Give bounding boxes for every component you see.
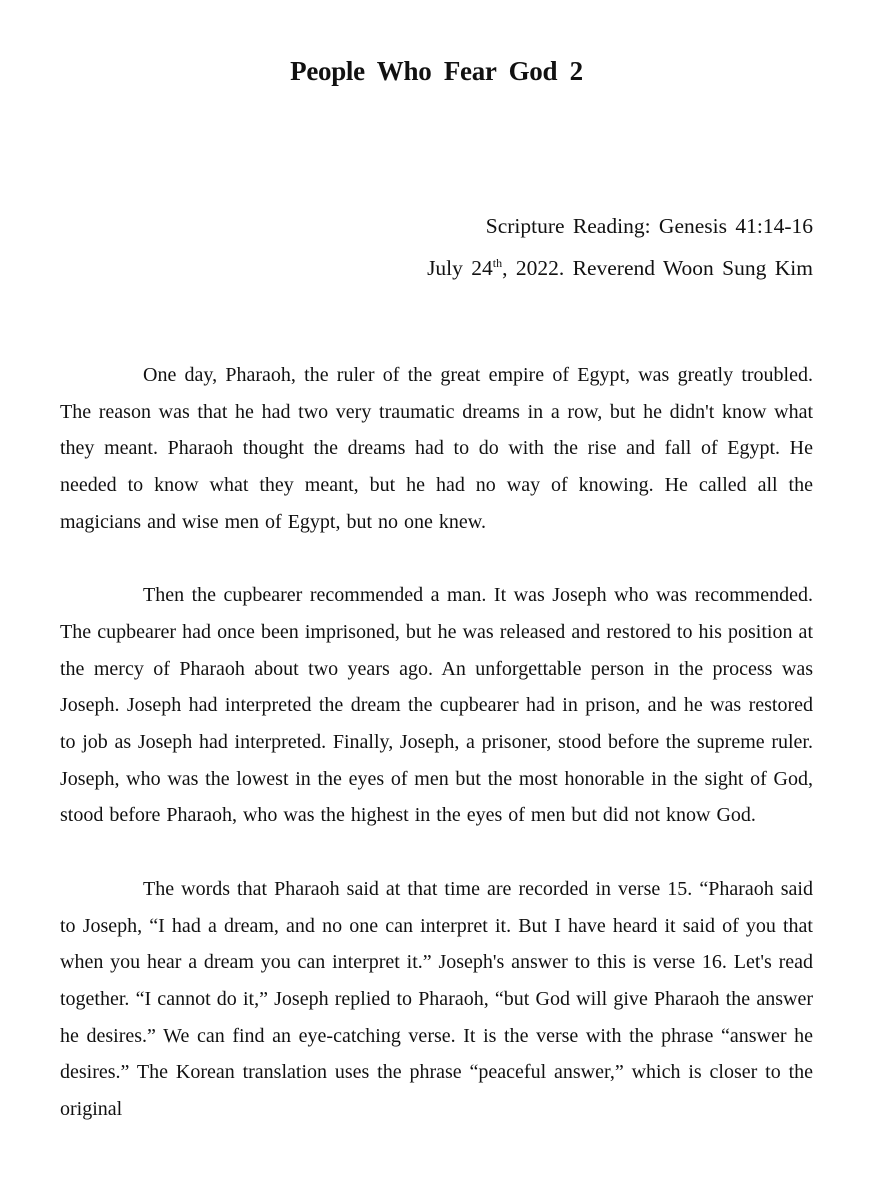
sermon-meta [427,205,813,289]
paragraph: One day, Pharaoh, the ruler of the great empire of Egypt, was greatly troubled. The reason was that he had two very traumatic dreams in a row, but he didn't know what they meant. Pharaoh thought the dreams had to do with the rise and fall of Egypt. He needed to know what they meant, but he had no way of knowing. He called all the magicians and wise men of Egypt, but no one knew. [60,364,813,533]
date-prefix: July 24 [427,256,493,280]
paragraph: The words that Pharaoh said at that time are recorded in verse 15. “Pharaoh said to Joseph, “I had a dream, and no one can interpret it. But I have heard it said of you that when you hear a dream you can interpret it.” Joseph's answer to this is verse 16. Let's read together. “I cannot do it,” Joseph replied to Pharaoh, “but God will give Pharaoh the answer he desires.” We can find an eye-catching verse. It is the verse with the phrase “answer he desires.” The Korean translation uses the phrase “peaceful answer,” which is closer to the original [60,877,813,1121]
sermon-date-line [427,247,813,289]
date-ordinal-suffix: th [492,255,503,270]
paragraph: Then the cupbearer recommended a man. It was Joseph who was recommended. The cupbearer had once been imprisoned, but he was released and restored to his position at the mercy of Pharaoh about two years ago. An unforgettable person in the process was Joseph. Joseph had interpreted the dream the cupbearer had in prison, and he was restored to job as Joseph had interpreted. Finally, Joseph, a prisoner, stood before the supreme ruler. Joseph, who was the lowest in the eyes of men but the most honorable in the sight of God, stood before Pharaoh, who was the highest in the eyes of men but did not know God. [60,584,813,827]
sermon-body [60,357,813,1164]
date-and-author: , 2022. Reverend Woon Sung Kim [502,256,813,280]
scripture-reading: Scripture Reading: Genesis 41:14-16 [485,214,813,238]
document-title: People Who Fear God 2 [290,56,583,86]
